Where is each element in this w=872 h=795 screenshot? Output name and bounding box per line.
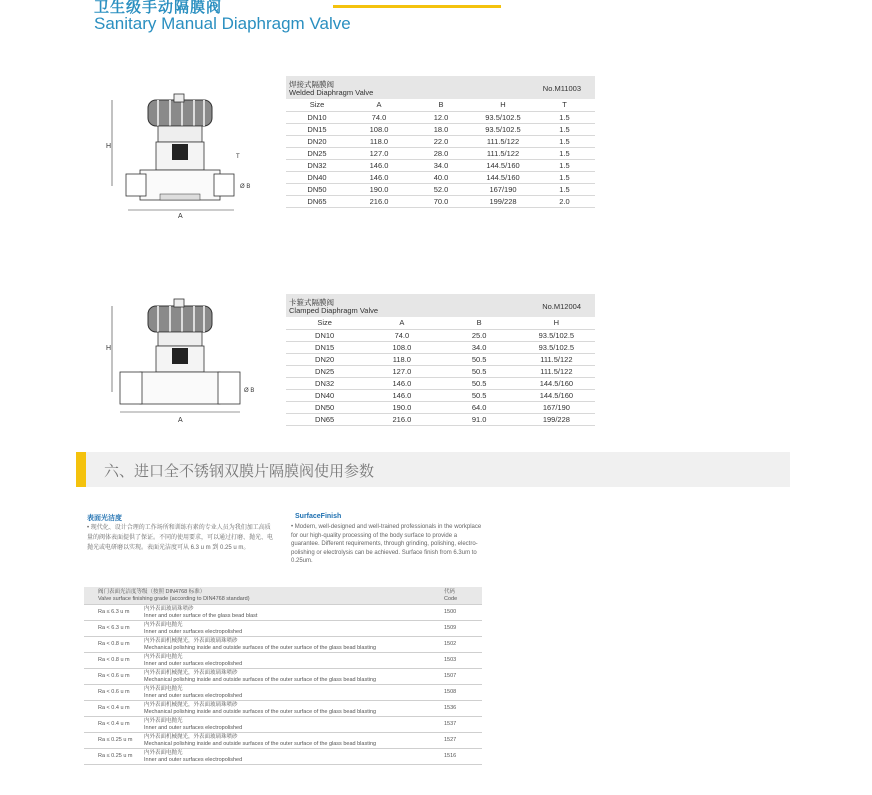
finish-desc-en: Mechanical polishing inside and outside surfaces of the outer surface of the glass bead blasting	[144, 676, 377, 683]
table-cell: 167/190	[472, 183, 534, 195]
finish-desc-en: Mechanical polishing inside and outside surfaces of the outer surface of the glass bead blasting	[144, 644, 377, 651]
finish-ra: Ra ≤ 6.3 u m	[84, 605, 142, 621]
finish-desc-cn: 内外表面电抛光	[144, 750, 183, 756]
table-row	[286, 329, 595, 341]
table-cell: 216.0	[363, 413, 440, 425]
clamped-head-en: Clamped Diaphragm Valve	[289, 306, 379, 315]
table-header-row	[286, 99, 595, 111]
table-cell: 167/190	[518, 401, 595, 413]
table-row	[286, 111, 595, 123]
column-header: A	[348, 99, 410, 111]
table-cell: 199/228	[472, 195, 534, 207]
table-cell: 52.0	[410, 183, 472, 195]
finish-description	[142, 717, 442, 733]
finish-ra: Ra < 0.8 u m	[84, 637, 142, 653]
finish-desc-cn: 内外表面电抛光	[144, 654, 183, 660]
finish-desc-en: Mechanical polishing inside and outside surfaces of the outer surface of the glass bead blasting	[144, 708, 377, 715]
column-header: H	[518, 317, 595, 329]
clamped-spec-table	[286, 294, 595, 426]
table-cell: DN25	[286, 147, 348, 159]
table-cell: 50.5	[441, 377, 518, 389]
table-cell: 111.5/122	[518, 353, 595, 365]
finish-desc-en: Inner and outer surfaces electropolished	[144, 724, 243, 731]
table-cell: 50.5	[441, 365, 518, 377]
table-cell: 118.0	[348, 135, 410, 147]
welded-valve-drawing	[100, 86, 250, 226]
table-cell: 108.0	[348, 123, 410, 135]
table-cell: 146.0	[363, 377, 440, 389]
finish-row	[84, 621, 482, 637]
welded-dim-t: T	[236, 154, 240, 160]
table-cell: 144.5/160	[472, 171, 534, 183]
column-header: Size	[286, 317, 363, 329]
finish-head-en: Valve surface finishing grade (according to DIN4768 standard)	[98, 595, 250, 602]
table-cell: 50.5	[441, 353, 518, 365]
finish-desc-en: Inner and outer surfaces electropolished	[144, 660, 243, 667]
table-cell: DN40	[286, 171, 348, 183]
finish-code-en: Code	[444, 595, 458, 602]
surface-cn-body: • 现代化、设计合理的工作场所和训练有素的专业人员为我们加工高质量的阀体表面提供了保证。不同的使用要求，可以通过打磨、抛光、电抛光或电研磨以实现。表面光洁度可从 6.3 u m 到 0.25 u m。	[87, 525, 274, 551]
finish-code: 1537	[442, 717, 482, 733]
table-cell: DN15	[286, 123, 348, 135]
finish-code: 1536	[442, 701, 482, 717]
finish-description	[142, 701, 442, 717]
table-cell: 74.0	[363, 329, 440, 341]
finish-table-header	[84, 587, 482, 605]
finish-ra: Ra ≤ 0.25 u m	[84, 733, 142, 749]
welded-spec-table	[286, 76, 595, 208]
table-cell: 199/228	[518, 413, 595, 425]
table-cell: DN20	[286, 135, 348, 147]
column-header: Size	[286, 99, 348, 111]
finish-code: 1516	[442, 749, 482, 765]
finish-ra: Ra < 0.4 u m	[84, 717, 142, 733]
column-header: B	[410, 99, 472, 111]
table-cell: 144.5/160	[518, 377, 595, 389]
column-header: T	[534, 99, 595, 111]
finish-row	[84, 749, 482, 765]
welded-model-no: No.M11003	[542, 84, 581, 93]
table-cell: 1.5	[534, 111, 595, 123]
welded-head-cn: 焊接式隔膜阀	[289, 80, 334, 89]
finish-desc-cn: 内外表面电抛光	[144, 718, 183, 724]
section-accent	[76, 452, 86, 487]
welded-dim-a: A	[178, 213, 183, 220]
table-cell: 64.0	[441, 401, 518, 413]
table-cell: DN32	[286, 377, 363, 389]
finish-description	[142, 621, 442, 637]
table-cell: 216.0	[348, 195, 410, 207]
table-cell: 18.0	[410, 123, 472, 135]
surface-en-heading: SurfaceFinish	[295, 513, 342, 520]
table-row	[286, 183, 595, 195]
table-cell: 111.5/122	[472, 147, 534, 159]
page-title-cn: 卫生级手动隔膜阀	[94, 0, 223, 16]
finish-description	[142, 637, 442, 653]
table-cell: 93.5/102.5	[518, 341, 595, 353]
welded-head-en: Welded Diaphragm Valve	[289, 88, 374, 97]
section-header	[76, 452, 790, 487]
table-cell: 1.5	[534, 123, 595, 135]
finish-desc-en: Inner and outer surfaces electropolished	[144, 628, 243, 635]
finish-code: 1503	[442, 653, 482, 669]
finish-description	[142, 669, 442, 685]
table-cell: 144.5/160	[472, 159, 534, 171]
clamped-model-no: No.M12004	[542, 302, 581, 311]
clamped-dim-a: A	[178, 417, 183, 424]
table-cell: 146.0	[363, 389, 440, 401]
clamped-valve-handwheel	[148, 299, 212, 332]
finish-code: 1502	[442, 637, 482, 653]
table-cell: 34.0	[441, 341, 518, 353]
finish-row	[84, 733, 482, 749]
table-cell: 118.0	[363, 353, 440, 365]
finish-row	[84, 637, 482, 653]
finish-code: 1509	[442, 621, 482, 637]
welded-valve-handwheel	[148, 94, 212, 126]
table-cell: DN50	[286, 401, 363, 413]
table-cell: 127.0	[363, 365, 440, 377]
table-row	[286, 341, 595, 353]
table-cell: 22.0	[410, 135, 472, 147]
table-cell: 1.5	[534, 135, 595, 147]
table-cell: DN20	[286, 353, 363, 365]
table-cell: 108.0	[363, 341, 440, 353]
finish-ra: Ra < 0.4 u m	[84, 701, 142, 717]
table-cell: 1.5	[534, 183, 595, 195]
table-cell: DN10	[286, 329, 363, 341]
column-header: A	[363, 317, 440, 329]
finish-desc-cn: 内外表面机械抛光，外表面玻璃珠喷砂	[144, 702, 238, 708]
finish-desc-en: Inner and outer surface of the glass bead blast	[144, 612, 258, 619]
finish-ra: Ra < 0.6 u m	[84, 669, 142, 685]
table-cell: 190.0	[363, 401, 440, 413]
welded-table-header	[286, 76, 595, 99]
table-cell: 28.0	[410, 147, 472, 159]
table-cell: DN65	[286, 413, 363, 425]
finish-desc-cn: 内外表面机械抛光，外表面玻璃珠喷砂	[144, 638, 238, 644]
finish-ra: Ra < 6.3 u m	[84, 621, 142, 637]
finish-code: 1527	[442, 733, 482, 749]
finish-desc-cn: 内外表面机械抛光，外表面玻璃珠喷砂	[144, 670, 238, 676]
table-cell: DN25	[286, 365, 363, 377]
finish-row	[84, 701, 482, 717]
table-cell: 12.0	[410, 111, 472, 123]
welded-table-body	[286, 99, 595, 208]
clamped-head-cn: 卡箍式隔膜阀	[289, 298, 334, 307]
table-header-row	[286, 317, 595, 329]
welded-dim-h: H	[106, 143, 112, 150]
table-row	[286, 389, 595, 401]
clamped-dim-h: H	[106, 345, 112, 352]
table-cell: 74.0	[348, 111, 410, 123]
finish-desc-en: Mechanical polishing inside and outside surfaces of the outer surface of the glass bead blasting	[144, 740, 377, 747]
finish-code: 1507	[442, 669, 482, 685]
finish-desc-cn: 内外表面电抛光	[144, 622, 183, 628]
finish-row	[84, 653, 482, 669]
column-header: H	[472, 99, 534, 111]
table-cell: 127.0	[348, 147, 410, 159]
table-cell: 34.0	[410, 159, 472, 171]
clamped-table-body	[286, 317, 595, 426]
table-cell: 146.0	[348, 159, 410, 171]
table-cell: DN10	[286, 111, 348, 123]
table-cell: 111.5/122	[518, 365, 595, 377]
finish-desc-cn: 内外表面机械抛光，外表面玻璃珠喷砂	[144, 734, 238, 740]
table-cell: 91.0	[441, 413, 518, 425]
table-row	[286, 413, 595, 425]
table-row	[286, 195, 595, 207]
table-row	[286, 171, 595, 183]
finish-desc-cn: 内外表面玻璃珠喷砂	[144, 606, 194, 612]
table-cell: DN50	[286, 183, 348, 195]
finish-ra: Ra < 0.6 u m	[84, 685, 142, 701]
table-cell: DN32	[286, 159, 348, 171]
table-cell: 93.5/102.5	[472, 111, 534, 123]
finish-row	[84, 717, 482, 733]
surface-cn-heading: 表面光洁度	[87, 515, 122, 522]
table-row	[286, 377, 595, 389]
table-cell: 190.0	[348, 183, 410, 195]
column-header: B	[441, 317, 518, 329]
finish-code: 1500	[442, 605, 482, 621]
finish-head-cn: 阀门表面光洁度等级（按照 DIN4768 标准）	[98, 589, 206, 595]
table-row	[286, 401, 595, 413]
surface-en-body: • Modern, well-designed and well-trained professionals in the workplace for our high-quality processing of the body surface to provide a guarantee. Different requirements, through grinding, polishing, electro-polishing or electrolysis can be achieved. Surface finish from 6.3um to 0.25um.	[291, 524, 482, 564]
title-accent-line	[333, 5, 501, 8]
welded-dim-b: Ø B	[240, 184, 251, 190]
finish-desc-en: Inner and outer surfaces electropolished	[144, 756, 243, 763]
finish-desc-cn: 内外表面电抛光	[144, 686, 183, 692]
table-row	[286, 123, 595, 135]
section-title: 六、进口全不锈钢双膜片隔膜阀使用参数	[104, 463, 375, 480]
table-row	[286, 353, 595, 365]
table-cell: 70.0	[410, 195, 472, 207]
clamped-dim-b: Ø B	[244, 388, 255, 394]
table-row	[286, 159, 595, 171]
clamped-valve-drawing	[100, 296, 255, 428]
table-cell: 1.5	[534, 171, 595, 183]
finish-grade-table	[84, 587, 482, 765]
finish-row	[84, 605, 482, 621]
finish-description	[142, 605, 442, 621]
table-cell: 1.5	[534, 159, 595, 171]
table-cell: 25.0	[441, 329, 518, 341]
finish-description	[142, 685, 442, 701]
finish-description	[142, 733, 442, 749]
clamped-table-header	[286, 294, 595, 317]
page-title-en: Sanitary Manual Diaphragm Valve	[94, 14, 351, 33]
table-cell: DN65	[286, 195, 348, 207]
finish-desc-en: Inner and outer surfaces electropolished	[144, 692, 243, 699]
table-cell: 93.5/102.5	[518, 329, 595, 341]
table-row	[286, 147, 595, 159]
table-cell: 40.0	[410, 171, 472, 183]
finish-description	[142, 749, 442, 765]
table-cell: 93.5/102.5	[472, 123, 534, 135]
finish-row	[84, 685, 482, 701]
finish-description	[142, 653, 442, 669]
table-cell: DN15	[286, 341, 363, 353]
table-cell: 144.5/160	[518, 389, 595, 401]
finish-row	[84, 669, 482, 685]
table-cell: 1.5	[534, 147, 595, 159]
table-cell: 2.0	[534, 195, 595, 207]
table-row	[286, 135, 595, 147]
table-cell: 146.0	[348, 171, 410, 183]
finish-ra: Ra ≤ 0.25 u m	[84, 749, 142, 765]
table-cell: 111.5/122	[472, 135, 534, 147]
table-cell: 50.5	[441, 389, 518, 401]
finish-code-cn: 代码	[444, 589, 456, 595]
table-cell: DN40	[286, 389, 363, 401]
finish-code: 1508	[442, 685, 482, 701]
finish-ra: Ra < 0.8 u m	[84, 653, 142, 669]
table-row	[286, 365, 595, 377]
